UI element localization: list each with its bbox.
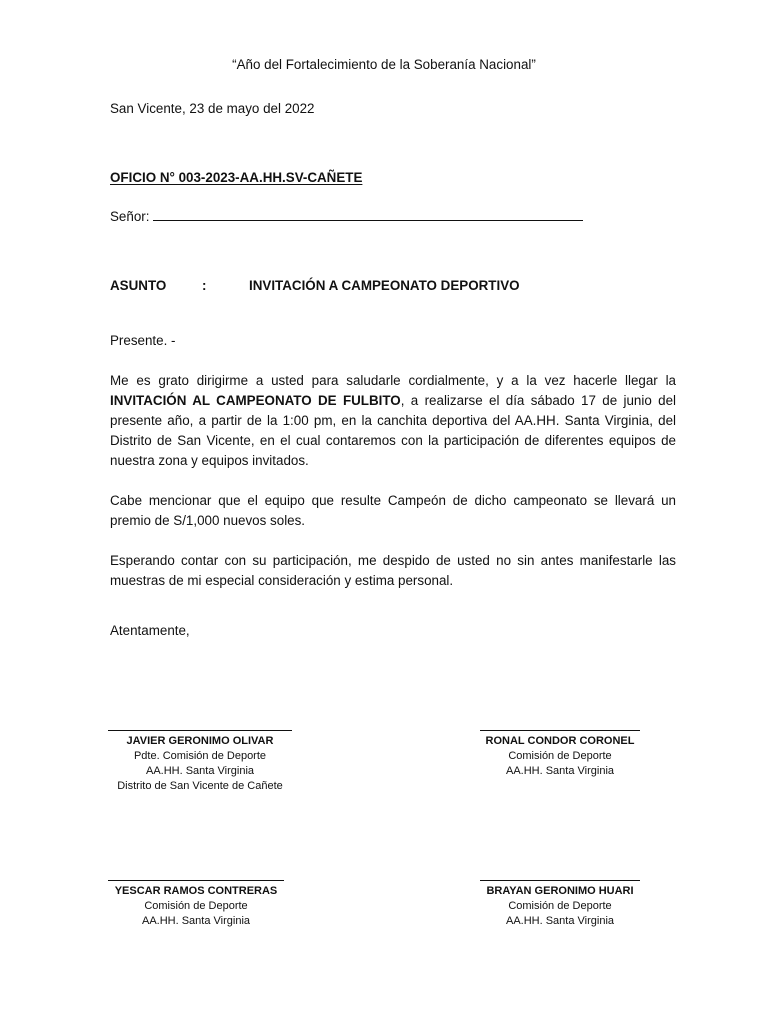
signer-name: RONAL CONDOR CORONEL	[485, 735, 635, 747]
signer-place: AA.HH. Santa Virginia	[505, 915, 615, 927]
body-paragraph-invitation	[110, 371, 676, 471]
subject-label: ASUNTO	[110, 278, 167, 293]
paragraph-text: Me es grato dirigirme a usted para saludarle cordialmente, y a la vez hacerle llegar la	[110, 373, 676, 388]
paragraph-text: , a realizarse el día sábado 17 de junio del presente año, a partir de la 1:00 pm, en la canchita deportiva del AA.HH. Santa Virginia, del Distrito de San Vicente, en el cual contaremos con la participación de diferentes equipos de nuestra zona y equipos invitados.	[110, 393, 676, 468]
signer-place: AA.HH. Santa Virginia	[145, 765, 255, 777]
signer-name: BRAYAN GERONIMO HUARI	[486, 885, 634, 897]
signature-line	[480, 880, 640, 881]
subject-colon: :	[202, 278, 207, 293]
signer-role: Comisión de Deporte	[508, 900, 612, 912]
paragraph-bold-text: INVITACIÓN AL CAMPEONATO DE FULBITO	[110, 393, 401, 408]
signature-block	[480, 730, 640, 779]
signature-line	[480, 730, 640, 731]
signer-place: AA.HH. Santa Virginia	[141, 915, 251, 927]
recipient-blank	[153, 208, 583, 221]
signer-role: Comisión de Deporte	[508, 750, 612, 762]
signer-role: Pdte. Comisión de Deporte	[133, 750, 267, 762]
recipient-label: Señor:	[110, 209, 150, 224]
oficio-number: OFICIO N° 003-2023-AA.HH.SV-CAÑETE	[110, 170, 363, 185]
signer-district: Distrito de San Vicente de Cañete	[117, 780, 283, 792]
place-date: San Vicente, 23 de mayo del 2022	[110, 101, 315, 116]
signature-block	[480, 880, 640, 929]
salutation: Presente. -	[110, 333, 176, 348]
body-paragraph-prize: Cabe mencionar que el equipo que resulte Campeón de dicho campeonato se llevará un premio de S/1,000 nuevos soles.	[110, 493, 676, 528]
motto: “Año del Fortalecimiento de la Soberanía Nacional”	[232, 57, 536, 72]
signer-place: AA.HH. Santa Virginia	[505, 765, 615, 777]
signature-block	[108, 880, 284, 929]
signature-line	[108, 730, 292, 731]
signer-name: JAVIER GERONIMO OLIVAR	[126, 735, 274, 747]
recipient-line	[110, 208, 583, 224]
subject-text: INVITACIÓN A CAMPEONATO DEPORTIVO	[249, 278, 520, 293]
signature-block	[108, 730, 292, 794]
signer-name: YESCAR RAMOS CONTRERAS	[114, 885, 278, 897]
signer-role: Comisión de Deporte	[144, 900, 248, 912]
closing: Atentamente,	[110, 623, 190, 638]
body-paragraph-farewell: Esperando contar con su participación, me despido de usted no sin antes manifestarle las muestras de mi especial consideración y estima personal.	[110, 553, 676, 588]
signature-line	[108, 880, 284, 881]
